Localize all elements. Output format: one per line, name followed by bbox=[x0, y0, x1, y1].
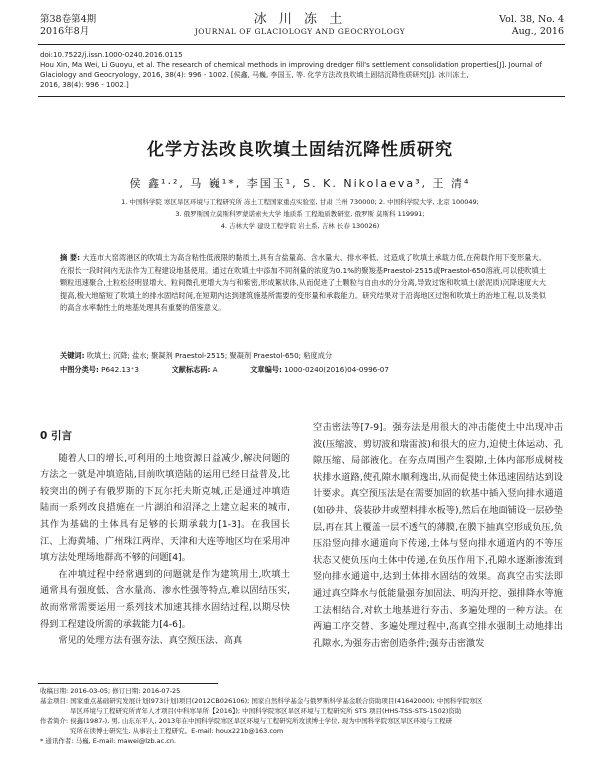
citation-line-1: Hou Xin, Ma Wei, Li Guoyu, et al. The research of chemical methods in improving dredger fill's settlement consolidation properties[J]. Journal of bbox=[40, 61, 542, 69]
keywords bbox=[60, 350, 546, 362]
footnote-funding: 基金项目: 国家重点基础研究发展计划(973计划)项目(2012CB026106); 国家自然科学基金与俄罗斯科学基金联合资助项目(41642000); 中国科学院寒区 bbox=[40, 697, 483, 705]
footnote-rule bbox=[38, 683, 218, 684]
paragraph: 随着人口的增长,可利用的土地资源日益减少,解决问题的方法之一就是冲填造陆,目前吹填造陆的运用已经日益普及,比较突出的例子有俄罗斯的下瓦尔托夫斯克城,正是通过冲填造陆而一系列改良措施在一片湖泊和沼泽之上建立起来的城市,其作为基础的土体具有足够的长期承载力[1-3]。在我国长江、上海黄埔、广州珠江两岸、天津和大连等地区均在采用冲填方法处理场地群高不够的问题[4]。 bbox=[40, 452, 290, 564]
keywords-label: 关键词: bbox=[60, 351, 85, 360]
header-journal-cn: 冰 川 冻 土 bbox=[253, 12, 347, 27]
citation-line-2: Glaciology and Geocryology, 2016, 38(4): 996 - 1002. [侯鑫, 马巍, 李国玉, 等. 化学方法改良吹填土固结沉降性质研究[J]. 冰川冻土, bbox=[40, 71, 469, 79]
abstract bbox=[60, 252, 546, 315]
body-right-column bbox=[313, 420, 563, 652]
clc-label: 中图分类号: bbox=[60, 365, 99, 374]
paragraph: 空击密法等[7-9]。强夯法是用很大的冲击能使土中出现冲击波(压缩波、剪切波和瑞雷波)和很大的应力,迫使土体运动、孔隙压缩、局部液化。在夯点周围产生裂隙,土体内部形成树枝状排水道路,使孔隙水顺利逸出,从而促使土体迅速固结达到设计要求。真空预压法是在需要加固的软基中插入竖向排水通道(如砂井、袋装砂井或塑料排水板等),然后在地面铺设一层砂垫层,再在其上覆盖一层不透气的薄膜,在膜下抽真空形成负压,负压沿竖向排水通道向下传递,土体与竖向排水通道内的不等压状态又使负压向土体中传递,在负压作用下,孔隙水逐渐渗流到竖向排水通道中,达到土体排水固结的效果。高真空击实法即通过真空降水与低能量强夯加固法、明沟开挖、强排降水等施工法相结合,对软土地基进行夯击、多遍处理的一种方法。在两遍工序交替、多遍处理过程中,高真空排水强制土动地排出孔隙水,为强夯击密创造条件;强夯击密激发 bbox=[313, 422, 563, 649]
section-heading-intro: 0 引言 bbox=[40, 430, 72, 442]
citation-block bbox=[40, 50, 565, 90]
paper-authors: 侯 鑫¹·², 马 巍¹*, 李国玉¹, S. K. Nikolaeva³, 王 清⁴ bbox=[129, 177, 471, 190]
doc-value: A bbox=[212, 365, 218, 374]
affiliation-1: 1. 中国科学院 寒区旱区环境与工程研究所 冻土工程国家重点实验室, 甘肃 兰州 730000; 2. 中国科学院大学, 北京 100049; bbox=[121, 198, 479, 206]
header-journal-en: JOURNAL OF GLACIOLOGY AND GEOCRYOLOGY bbox=[194, 27, 406, 36]
citation-rule bbox=[38, 96, 565, 97]
article-id-label: 文章编号: bbox=[250, 365, 282, 374]
doi: doi:10.7522/j.issn.1000-0240.2016.0115 bbox=[40, 51, 183, 59]
footnote-author-bio: 作者简介: 侯鑫(1987-), 男, 山东东平人, 2013年在中国科学院寒区旱区环境与工程研究所攻读博士学位, 现为中国科学院寒区旱区环境与工程研 bbox=[40, 717, 453, 725]
paragraph: 在冲填过程中经常遇到的问题就是作为建筑用土,吹填土通常具有强度低、含水量高、渗水性强等特点,难以固结压实,故而常常需要运用一系列技术加速其排水固结过程,以期尽快得到工程建设所需的承载能力[4-6]。 bbox=[40, 568, 290, 630]
footnote-corresponding: * 通讯作者: 马巍, E-mail: mawei@lzb.ac.cn. bbox=[40, 737, 177, 745]
abstract-text: 大连市大窑湾港区的吹填土为高含粘性低液限的黏质土,具有含盐量高、含水量大、排水率低、过造成了吹填土承载力低,在荷载作用下变形量大。在很长一段时间内无法作为工程建设地基使用。通过在吹填土中添加不同剂量的浓度为0.1%的聚羧基Praestol-2515或Praestol-650溶液,可以使吹填土颗粒迅速聚合,土粒松径明显增大、粒间微孔更增大为与和紫密,形成絮状体,从而促进了土颗粒与自由水的分分离,导致过饱和吹填土(淤泥质)沉降速度大大提高,极大地缩短了吹填土的排水固结时间,在短期内达到建筑施基所需要的变形量和承载能力。研究结果对于沿海地区过饱和吹填土的治地工程,以及类似的高含水率黏性土的地基处理具有重要的借鉴意义。 bbox=[60, 253, 546, 312]
footnote-author-bio-cont: 究所在读博士研究生, 从事岩土工程研究。E-mail: houx221b@163.com bbox=[70, 727, 284, 735]
header-volume: 第38卷第4期 bbox=[40, 14, 97, 25]
paragraph: 常见的处理方法有强夯法、真空预压法、高真 bbox=[58, 635, 243, 647]
header-date-cn: 2016年8月 bbox=[40, 26, 90, 37]
doc-label: 文献标志码: bbox=[171, 365, 211, 374]
footnote-received: 收稿日期: 2016-03-05; 修订日期: 2016-07-25 bbox=[40, 687, 181, 695]
affiliation-2: 3. 俄罗斯国立莫斯科罗蒙诺索夫大学 地质系 工程地质教研室, 俄罗斯 莫斯科 119991; bbox=[175, 210, 425, 218]
clc-value: P642.13⁺3 bbox=[101, 365, 139, 374]
citation-line-3: 2016, 38(4): 996 - 1002.] bbox=[40, 81, 129, 89]
article-id-value: 1000-0240(2016)04-0996-07 bbox=[284, 365, 389, 374]
affiliation-3: 4. 吉林大学 建设工程学院 岩土系, 吉林 长春 130026) bbox=[220, 222, 380, 230]
header-volume-en-block bbox=[499, 14, 564, 38]
paper-title: 化学方法改良吹填土固结沉降性质研究 bbox=[147, 140, 453, 160]
abstract-label: 摘 要: bbox=[60, 253, 81, 262]
body-left-column bbox=[40, 428, 290, 650]
footnote-funding-cont: 旱区环境与工程研究所青年人才项目(中科寒旱所【2016】); 中国科学院寒区旱区环境与工程研究所 STS 项目(HHS-TSS-STS-1502)资助 bbox=[70, 707, 462, 715]
header-rule bbox=[38, 44, 565, 45]
footnotes bbox=[40, 686, 565, 746]
classification bbox=[60, 364, 546, 376]
header-date-en: Aug., 2016 bbox=[511, 26, 564, 37]
keywords-text: 吹填土; 沉降; 盐水; 聚凝剂 Praestol-2515; 聚凝剂 Praestol-650; 粘度成分 bbox=[86, 351, 333, 360]
header-volume-en: Vol. 38, No. 4 bbox=[499, 14, 564, 25]
